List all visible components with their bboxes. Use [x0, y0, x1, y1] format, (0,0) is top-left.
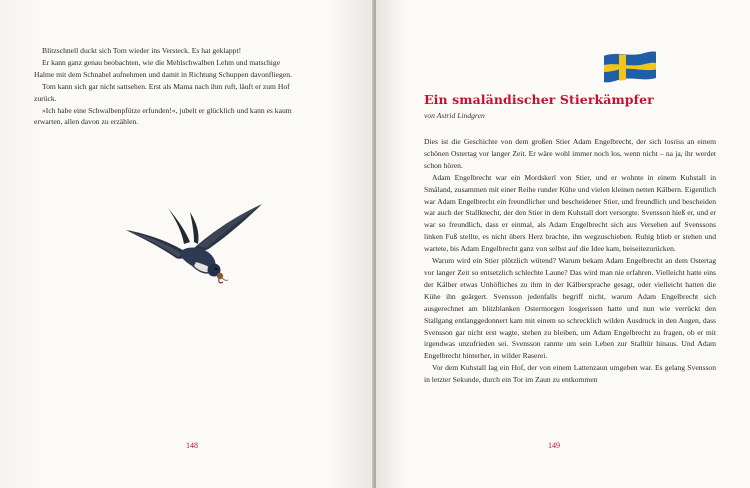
paragraph: »Ich habe eine Schwalbenpfütze erfunden!«, jubelt er glücklich und kann es kaum erwarten, allen davon zu erzählen. [34, 105, 292, 127]
paragraph: Dies ist die Geschichte von dem großen Stier Adam Engelbrecht, der sich losriss an einem schönen Ostertag vor langer Zeit. Er wäre wohl immer noch los, wenn nicht – na ja, ihr werdet schon hören. [424, 137, 716, 170]
page-number: 149 [548, 441, 560, 450]
page-number: 148 [186, 441, 198, 450]
paragraph: Adam Engelbrecht war ein Mordskerl von Stier, und er wohnte in einem Kuhstall in Småland, zusammen mit einer Reihe runder Kühe und vielen kleinen netten Kälbern. Eigentlich war Adam Engelbrecht ein freundlicher und bescheidener Stier, und freundlich und bescheiden war auch der Stallknecht, der den Stier in dem Kuhstall dort versorgte. Svensson hieß er, und er war so freundlich, dass er einmal, als Adam Engelbrecht sich aus Versehen auf Svenssons linken Fuß stellte, es nicht übers Herz brachte, ihn wegzuschieben. Ruhig blieb er stehen und wartete, bis Adam Engelbrecht ganz von selbst auf die Idee kam, beiseitezurücken. [424, 172, 716, 254]
paragraph: Vor dem Kuhstall lag ein Hof, der von einem Lattenzaun umgeben war. Es gelang Svensson in letzter Sekunde, durch ein Tor im Zaun zu entkommen [424, 363, 716, 385]
swallow-illustration [124, 202, 268, 292]
left-page [0, 0, 374, 488]
story-byline: von Astrid Lindgren [424, 111, 485, 120]
paragraph: Blitzschnell duckt sich Tom wieder ins Versteck. Es hat geklappt! [42, 46, 242, 55]
right-page-text [424, 136, 716, 386]
paragraph: Warum wird ein Stier plötzlich wütend? Warum bekam Adam Engelbrecht an dem Ostertag vor langer Zeit so entsetzlich schlechte Laune? Das wird man nie erfahren. Vielleicht hatte eins der Kälber etwas Unhöfliches zu ihm in der Kälbersprache gesagt, oder vielleicht hatten die Kühe ihn geärgert. Svensson jedenfalls begriff nicht, warum Adam Engelbrecht sich ausgerechnet am blitzblanken Ostermorgen losgerissen hatte und nun wie verrückt den Stallgang entlanggedonnert kam mit einem so schrecklich wilden Ausdruck in den Augen, dass Svensson gar nicht erst wagte, stehen zu bleiben, um Adam Engelbrecht zu fragen, ob er mit irgendwas unzufrieden sei. Svensson rannte um sein Leben zur Stalltür hinaus. Und Adam Engelbrecht hinterher, in wilder Raserei. [424, 256, 716, 361]
story-title: Ein smaländischer Stierkämpfer [424, 92, 654, 107]
left-page-text [34, 45, 296, 128]
swedish-flag-icon [601, 48, 659, 86]
paragraph: Tom kann sich gar nicht sattsehen. Erst als Mama nach ihm ruft, läuft er zum Hof zurück. [34, 81, 290, 103]
right-page [376, 0, 750, 488]
paragraph: Er kann ganz genau beobachten, wie die Mehlschwalben Lehm und matschige Halme mit dem Schnabel aufnehmen und damit in Richtung Schuppen davonfliegen. [34, 57, 292, 79]
swallow-tail [168, 208, 190, 244]
